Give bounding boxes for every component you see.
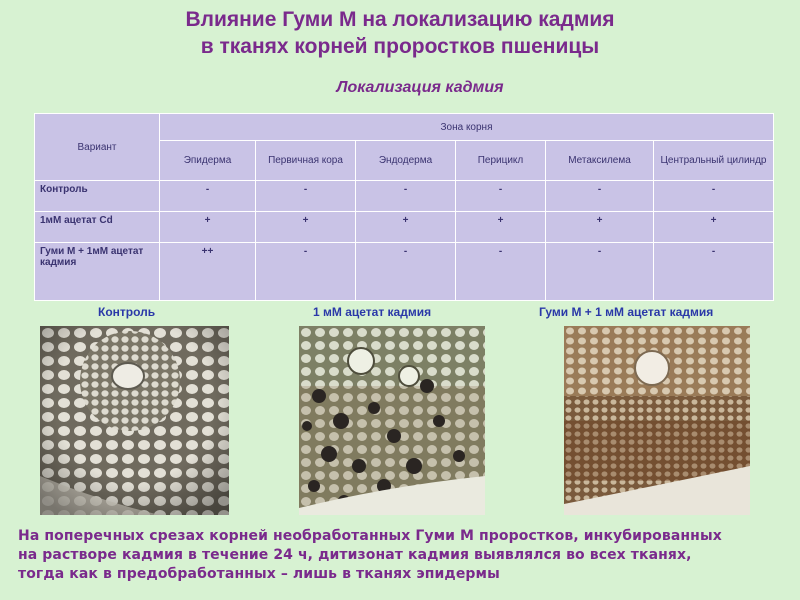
table-cell: - — [546, 181, 654, 212]
table-cell: - — [456, 243, 546, 301]
zone-header: Зона корня — [160, 114, 774, 141]
table-cell: + — [356, 212, 456, 243]
table-row — [35, 243, 774, 301]
conclusion-text — [18, 527, 788, 584]
table-cell: + — [256, 212, 356, 243]
conclusion-line-1: На поперечных срезах корней необработанных Гуми М проростков, инкубированных — [18, 528, 722, 544]
variant-header: Вариант — [35, 114, 160, 181]
table-cell: - — [160, 181, 256, 212]
table-cell: - — [654, 181, 774, 212]
conclusion-line-3: тогда как в предобработанных – лишь в тканях эпидермы — [18, 566, 500, 582]
micrograph-cadmium — [299, 326, 485, 515]
column-header: Первичная кора — [256, 141, 356, 181]
table-cell: - — [256, 181, 356, 212]
row-label: Гуми М + 1мМ ацетат кадмия — [35, 243, 160, 301]
column-header: Центральный цилиндр — [654, 141, 774, 181]
caption-control: Контроль — [98, 305, 156, 319]
column-header: Метаксилема — [546, 141, 654, 181]
row-label: Контроль — [35, 181, 160, 212]
title-line-2: в тканях корней проростков пшеницы — [200, 35, 600, 58]
cadmium-localization-table — [34, 113, 774, 301]
table-subtitle: Локализация кадмия — [336, 79, 504, 96]
row-label: 1мМ ацетат Cd — [35, 212, 160, 243]
table-cell: - — [356, 243, 456, 301]
title-line-1: Влияние Гуми М на локализацию кадмия — [185, 8, 615, 31]
column-header: Эндодерма — [356, 141, 456, 181]
column-header: Перицикл — [456, 141, 546, 181]
table-cell: - — [256, 243, 356, 301]
table-cell: + — [160, 212, 256, 243]
conclusion-line-2: на растворе кадмия в течение 24 ч, дитизонат кадмия выявлялся во всех тканях, — [18, 547, 692, 563]
table-cell: - — [546, 243, 654, 301]
micrograph-control — [40, 326, 229, 515]
table-cell: ++ — [160, 243, 256, 301]
slide-title — [0, 6, 800, 60]
table-row — [35, 181, 774, 212]
table-cell: - — [654, 243, 774, 301]
micrograph-humi-cadmium — [564, 326, 750, 515]
table-cell: + — [546, 212, 654, 243]
table-cell: + — [456, 212, 546, 243]
table-cell: - — [356, 181, 456, 212]
table-cell: - — [456, 181, 546, 212]
table-cell: + — [654, 212, 774, 243]
caption-cadmium: 1 мМ ацетат кадмия — [313, 305, 432, 319]
table-row — [35, 212, 774, 243]
column-header: Эпидерма — [160, 141, 256, 181]
caption-humi-cadmium: Гуми М + 1 мМ ацетат кадмия — [539, 305, 714, 319]
